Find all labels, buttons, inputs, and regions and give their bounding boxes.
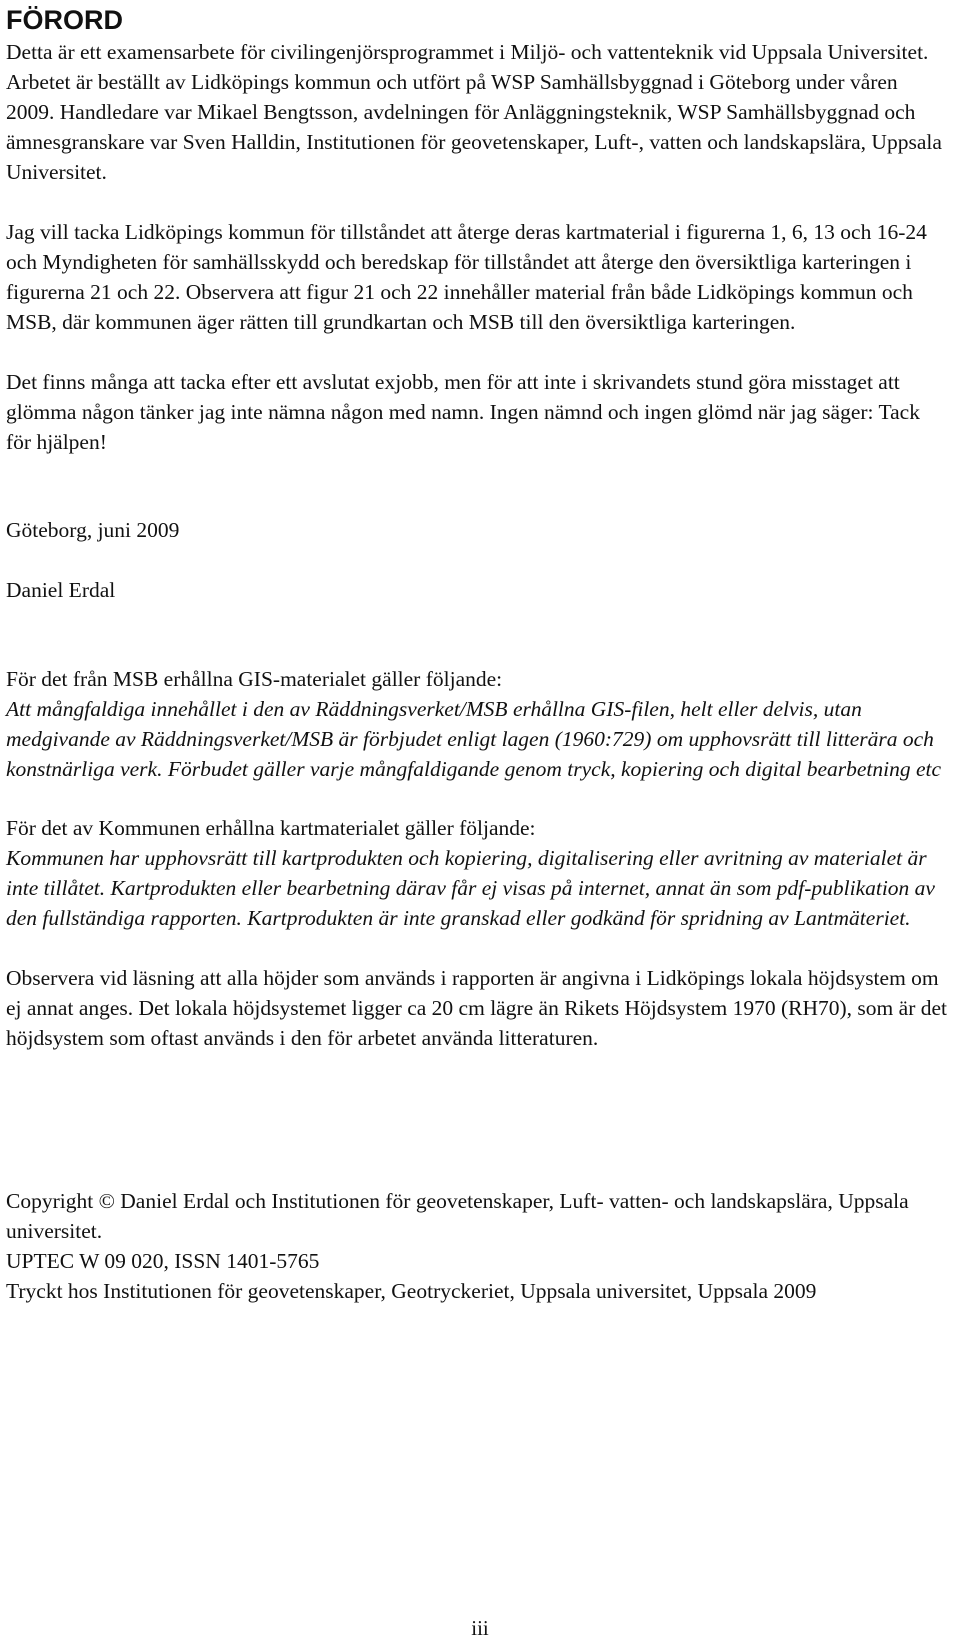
copyright-notice: Copyright © Daniel Erdal och Institutionen för geovetenskaper, Luft- vatten- och landskapslära, Uppsala universitet. (6, 1189, 909, 1243)
paragraph-thanks-permissions: Jag vill tacka Lidköpings kommun för tillståndet att återge deras kartmaterial i figurerna 1, 6, 13 och 16-24 och Myndigheten för samhällsskydd och beredskap för tillståndet att återge den översiktliga karteringen i figurerna 21 och 22. Observera att figur 21 och 22 innehåller material från både Lidköpings kommun och MSB, där kommunen äger rätten till grundkartan och MSB till den översiktliga karteringen. (6, 220, 927, 334)
kommun-heading: För det av Kommunen erhållna kartmaterialet gäller följande: (6, 816, 536, 840)
paragraph-height-system: Observera vid läsning att alla höjder som används i rapporten är angivna i Lidköpings lokala höjdsystem om ej annat anges. Det lokala höjdsystemet ligger ca 20 cm lägre än Rikets Höjdsystem 1970 (RH70), som är det höjdsystem som oftast används i den för arbetet använda litteraturen. (6, 966, 947, 1050)
place-date: Göteborg, juni 2009 (6, 518, 180, 542)
msb-heading: För det från MSB erhållna GIS-materialet gäller följande: (6, 667, 503, 691)
heading-forord: FÖRORD (6, 5, 123, 35)
page-number: iii (471, 1616, 489, 1640)
paragraph-intro: Detta är ett examensarbete för civilingenjörsprogrammet i Miljö- och vattenteknik vid Uppsala Universitet. Arbetet är beställt av Lidköpings kommun och utfört på WSP Samhällsbyggnad i Göteborg under våren 2009. Handledare var Mikael Bengtsson, avdelningen för Anläggningsteknik, WSP Samhällsbyggnad och ämnesgranskare var Sven Halldin, Institutionen för geovetenskaper, Luft-, vatten och landskapslära, Uppsala Universitet. (6, 40, 942, 184)
report-number: UPTEC W 09 020, ISSN 1401-5765 (6, 1249, 320, 1273)
printer-info: Tryckt hos Institutionen för geovetenskaper, Geotryckeriet, Uppsala universitet, Uppsala 2009 (6, 1279, 817, 1303)
document-page (6, 0, 950, 1306)
paragraph-thanks-all: Det finns många att tacka efter ett avslutat exjobb, men för att inte i skrivandets stund göra misstaget att glömma någon tänker jag inte nämna någon med namn. Ingen nämnd och ingen glömd när jag säger: Tack för hjälpen! (6, 370, 920, 454)
kommun-copyright-text: Kommunen har upphovsrätt till kartprodukten och kopiering, digitalisering eller avritning av materialet är inte tillåtet. Kartprodukten eller bearbetning därav får ej visas på internet, annat än som pdf-publikation av den fullständiga rapporten. Kartprodukten är inte granskad eller godkänd för spridning av Lantmäteriet. (6, 846, 935, 930)
msb-copyright-text: Att mångfaldiga innehållet i den av Räddningsverket/MSB erhållna GIS-filen, helt eller delvis, utan medgivande av Räddningsverket/MSB är förbjudet enligt lagen (1960:729) om upphovsrätt till litterära och konstnärliga verk. Förbudet gäller varje mångfaldigande genom tryck, kopiering och digital bearbetning etc (6, 697, 942, 781)
author-name: Daniel Erdal (6, 578, 116, 602)
